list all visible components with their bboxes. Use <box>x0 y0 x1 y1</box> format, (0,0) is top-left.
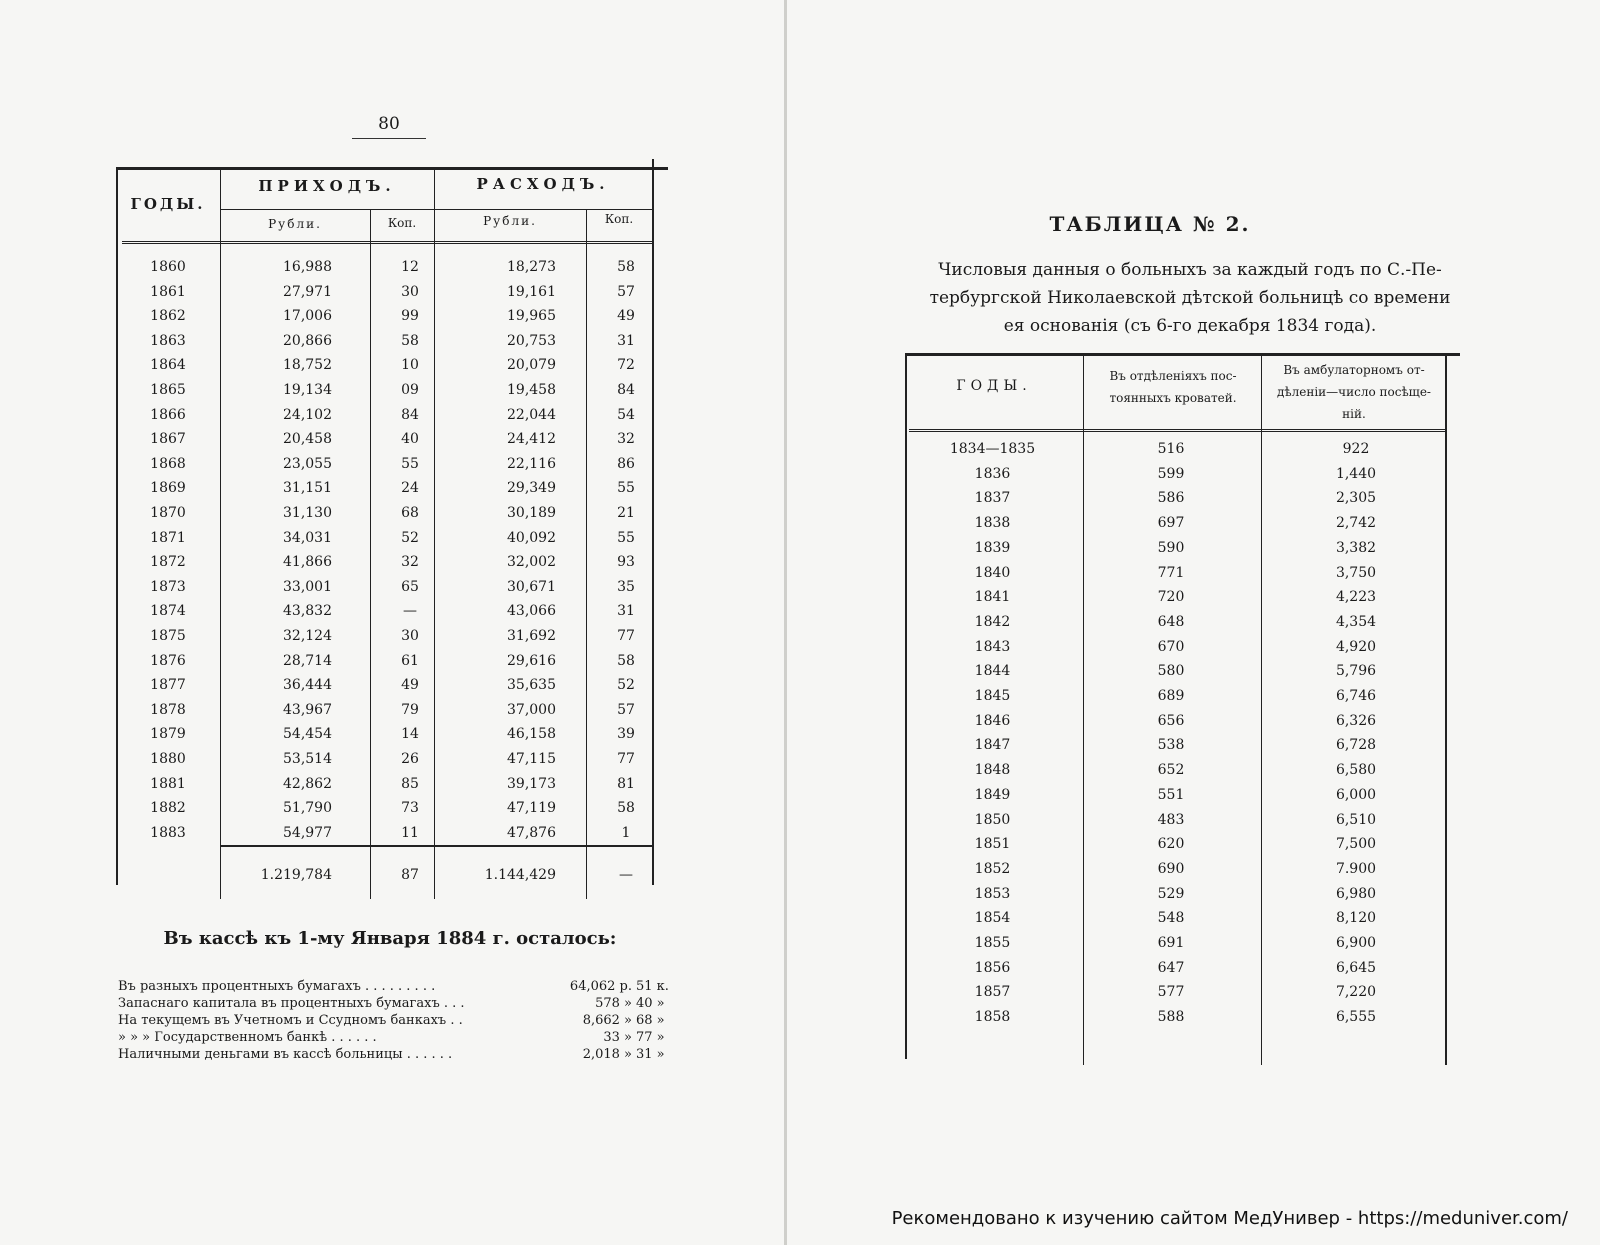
cell-beds: 590 <box>1157 539 1185 556</box>
cell-beds: 548 <box>1157 910 1185 927</box>
cell-ambulatory-visits: 6,580 <box>1335 762 1377 779</box>
table-row <box>116 382 668 407</box>
table-row <box>905 639 1460 664</box>
header-amb-line: дѣленіи—число посѣще- <box>1277 385 1431 399</box>
table-row <box>116 431 668 456</box>
cell-beds: 538 <box>1157 737 1185 754</box>
header-beds-line: тоянныхъ кроватей. <box>1109 391 1237 405</box>
cell-expense-kopecks: 49 <box>617 308 635 325</box>
table-row <box>905 614 1460 639</box>
cell-income-rubles: 20,866 <box>283 332 332 349</box>
cell-expense-kopecks: 57 <box>617 283 635 300</box>
table-row <box>905 663 1460 688</box>
caption-line: тербургской Николаевской дѣтской больницѣ со времени <box>929 288 1451 308</box>
cell-expense-kopecks: 58 <box>617 800 635 817</box>
cell-income-rubles: 31,130 <box>283 505 332 521</box>
list-item <box>118 1029 670 1046</box>
header-years: ГОДЫ. <box>956 378 1032 394</box>
cell-ambulatory-visits: 7.900 <box>1335 860 1377 877</box>
cell-beds: 697 <box>1157 515 1185 532</box>
cell-ambulatory-visits: 4,354 <box>1335 613 1377 630</box>
cell-income-rubles: 18,752 <box>283 357 332 374</box>
cell-income-rubles: 20,458 <box>283 431 332 448</box>
cell-income-kopecks: 61 <box>401 652 419 669</box>
cell-year: 1853 <box>974 885 1011 902</box>
cell-expense-rubles: 30,671 <box>507 578 556 595</box>
cell-income-rubles: 23,055 <box>283 455 332 472</box>
cell-expense-kopecks: 58 <box>617 259 635 275</box>
cell-beds: 690 <box>1157 860 1185 877</box>
cell-year: 1852 <box>974 860 1011 877</box>
cell-expense-rubles: 46,158 <box>507 726 556 743</box>
header-ambulatory <box>1263 359 1445 425</box>
table-row <box>116 530 668 555</box>
cell-income-rubles: 32,124 <box>283 628 332 644</box>
cell-year: 1854 <box>974 910 1011 927</box>
cell-year: 1840 <box>974 564 1011 581</box>
cell-year: 1883 <box>150 824 186 841</box>
cell-ambulatory-visits: 6,510 <box>1335 811 1377 828</box>
cell-income-kopecks: 09 <box>401 382 419 398</box>
cell-income-kopecks: 30 <box>401 283 419 300</box>
cell-expense-kopecks: 57 <box>617 701 635 718</box>
cell-ambulatory-visits: 6,555 <box>1335 1009 1377 1026</box>
cell-expense-rubles: 47,876 <box>507 824 556 841</box>
balance-kop: 68 » <box>636 1013 665 1028</box>
cell-expense-rubles: 20,753 <box>507 332 556 349</box>
cell-year: 1851 <box>974 836 1011 853</box>
cell-year: 1834—1835 <box>949 441 1036 457</box>
cell-year: 1880 <box>150 751 186 767</box>
cell-expense-rubles: 31,692 <box>507 628 556 644</box>
table-row <box>116 308 668 333</box>
list-item <box>118 995 670 1012</box>
cell-ambulatory-visits: 4,920 <box>1335 638 1377 655</box>
header-expense: РАСХОДЪ. <box>476 175 610 193</box>
cell-ambulatory-visits: 6,000 <box>1335 786 1377 803</box>
cell-income-rubles: 43,967 <box>283 701 332 718</box>
cell-income-kopecks: — <box>403 603 417 620</box>
cell-year: 1837 <box>974 490 1011 507</box>
table-row <box>116 702 668 727</box>
header-amb-line: Въ амбулаторномъ от- <box>1283 363 1425 377</box>
cell-expense-kopecks: 35 <box>617 578 635 595</box>
table-row <box>116 357 668 382</box>
balance-amount: 33 » <box>603 1030 632 1045</box>
table-row <box>116 603 668 628</box>
table-row <box>116 800 668 825</box>
cell-expense-rubles: 24,412 <box>507 431 556 448</box>
cell-year: 1868 <box>150 455 186 472</box>
cell-beds: 648 <box>1157 613 1185 630</box>
cell-income-kopecks: 52 <box>401 529 419 546</box>
table-row <box>905 565 1460 590</box>
cell-expense-kopecks: 81 <box>617 775 635 792</box>
cell-ambulatory-visits: 8,120 <box>1335 910 1377 927</box>
cell-beds: 586 <box>1157 490 1185 507</box>
cell-expense-kopecks: 52 <box>617 677 635 694</box>
cell-beds: 483 <box>1157 811 1185 828</box>
cell-expense-kopecks: 77 <box>617 751 635 767</box>
total-expense-rubles: 1.144,429 <box>484 867 556 883</box>
table-row <box>116 480 668 505</box>
cell-year: 1861 <box>150 283 186 300</box>
book-gutter <box>784 0 787 1245</box>
table-row <box>905 466 1460 491</box>
finance-table <box>116 167 668 899</box>
cell-year: 1845 <box>974 688 1011 704</box>
table-row <box>905 935 1460 960</box>
cell-expense-rubles: 43,066 <box>507 603 556 620</box>
table-row <box>116 554 668 579</box>
table-row <box>116 259 668 284</box>
cell-year: 1856 <box>974 959 1011 976</box>
balance-kop: 40 » <box>636 996 665 1011</box>
cell-beds: 652 <box>1157 762 1185 779</box>
cell-expense-rubles: 19,458 <box>507 382 556 398</box>
cell-expense-kopecks: 32 <box>617 431 635 448</box>
cell-year: 1846 <box>974 712 1011 729</box>
cell-year: 1867 <box>150 431 186 448</box>
total-income-rubles: 1.219,784 <box>260 867 332 883</box>
cell-beds: 771 <box>1157 564 1185 581</box>
cell-beds: 691 <box>1157 935 1185 951</box>
watermark: Рекомендовано к изучению сайтом МедУнивер - https://meduniver.com/ <box>891 1208 1568 1229</box>
cell-income-rubles: 24,102 <box>283 406 332 423</box>
cell-ambulatory-visits: 4,223 <box>1335 589 1377 606</box>
cell-year: 1857 <box>974 984 1011 1001</box>
table-row <box>905 441 1460 466</box>
cell-income-rubles: 41,866 <box>283 554 332 571</box>
table-row <box>905 540 1460 565</box>
cell-expense-kopecks: 86 <box>617 455 635 472</box>
cell-beds: 580 <box>1157 663 1185 680</box>
cell-year: 1844 <box>974 663 1011 680</box>
table-row <box>905 490 1460 515</box>
cell-ambulatory-visits: 7,220 <box>1335 984 1377 1001</box>
cell-expense-rubles: 32,002 <box>507 554 556 571</box>
cell-expense-kopecks: 84 <box>617 382 635 398</box>
cell-ambulatory-visits: 1,440 <box>1335 465 1377 482</box>
balance-title: Въ кассѣ къ 1-му Января 1884 г. осталось: <box>163 928 617 949</box>
cell-expense-kopecks: 31 <box>617 332 635 349</box>
cell-income-rubles: 19,134 <box>283 382 332 398</box>
cell-income-rubles: 33,001 <box>283 578 332 595</box>
cell-income-rubles: 54,977 <box>283 824 332 841</box>
cell-income-kopecks: 26 <box>401 751 419 767</box>
table-row <box>905 515 1460 540</box>
header-income: ПРИХОДЪ. <box>258 177 396 195</box>
balance-label: Наличными деньгами въ кассѣ больницы . . . . . . <box>118 1047 453 1062</box>
cell-income-kopecks: 79 <box>401 701 419 718</box>
balance-amount: 578 » <box>595 996 632 1011</box>
table-row <box>905 713 1460 738</box>
cell-year: 1878 <box>150 701 186 718</box>
cell-year: 1876 <box>150 652 186 669</box>
cell-income-kopecks: 24 <box>401 480 419 497</box>
cell-expense-rubles: 19,161 <box>507 283 556 300</box>
balance-amount: 8,662 » <box>582 1013 632 1028</box>
total-expense-kopecks: — <box>619 867 633 883</box>
balance-list <box>118 978 670 1063</box>
list-item <box>118 1046 670 1063</box>
cell-ambulatory-visits: 3,382 <box>1335 539 1377 556</box>
cell-expense-rubles: 30,189 <box>507 505 556 521</box>
cell-expense-rubles: 35,635 <box>507 677 556 694</box>
cell-year: 1877 <box>150 677 186 694</box>
cell-beds: 588 <box>1157 1009 1185 1026</box>
cell-ambulatory-visits: 922 <box>1342 441 1370 457</box>
cell-ambulatory-visits: 6,645 <box>1335 959 1377 976</box>
cell-year: 1881 <box>150 775 186 792</box>
balance-kop: 77 » <box>636 1030 665 1045</box>
cell-income-kopecks: 32 <box>401 554 419 571</box>
table-row <box>905 737 1460 762</box>
table2-caption <box>910 256 1470 340</box>
cell-income-rubles: 51,790 <box>283 800 332 817</box>
balance-kop: 31 » <box>636 1047 665 1062</box>
table-row <box>116 505 668 530</box>
cell-ambulatory-visits: 2,305 <box>1335 490 1377 507</box>
table-row <box>905 910 1460 935</box>
cell-year: 1870 <box>150 505 186 521</box>
table2-title: ТАБЛИЦА № 2. <box>1049 212 1251 236</box>
cell-year: 1839 <box>974 539 1011 556</box>
cell-expense-kopecks: 93 <box>617 554 635 571</box>
cell-income-rubles: 34,031 <box>283 529 332 546</box>
cell-expense-kopecks: 21 <box>617 505 635 521</box>
cell-expense-rubles: 22,044 <box>507 406 556 423</box>
table-row <box>905 861 1460 886</box>
cell-year: 1869 <box>150 480 186 497</box>
cell-ambulatory-visits: 7,500 <box>1335 836 1377 853</box>
cell-income-kopecks: 73 <box>401 800 419 817</box>
cell-income-rubles: 28,714 <box>283 652 332 669</box>
cell-beds: 720 <box>1157 589 1185 606</box>
list-item <box>118 978 670 995</box>
cell-year: 1866 <box>150 406 186 423</box>
balance-amount: 2,018 » <box>582 1047 632 1062</box>
table-row <box>116 726 668 751</box>
cell-expense-rubles: 37,000 <box>507 701 556 718</box>
cell-year: 1858 <box>974 1009 1011 1026</box>
cell-expense-rubles: 47,119 <box>507 800 556 817</box>
cell-income-kopecks: 40 <box>401 431 419 448</box>
cell-ambulatory-visits: 5,796 <box>1335 663 1377 680</box>
cell-expense-rubles: 20,079 <box>507 357 556 374</box>
cell-year: 1855 <box>974 935 1011 951</box>
header-beds-line: Въ отдѣленіяхъ пос- <box>1109 369 1237 383</box>
balance-amount: 64,062 р. <box>569 979 632 994</box>
cell-beds: 551 <box>1157 786 1185 803</box>
caption-line: Числовыя данныя о больныхъ за каждый годъ по С.-Пе- <box>938 260 1442 280</box>
balance-label: Въ разныхъ процентныхъ бумагахъ . . . . . . . . . <box>118 979 436 994</box>
header-expense-rubles: Рубли. <box>483 214 537 228</box>
cell-income-rubles: 43,832 <box>283 603 332 620</box>
header-amb-line: ній. <box>1342 407 1366 421</box>
cell-expense-rubles: 18,273 <box>507 259 556 275</box>
cell-expense-kopecks: 55 <box>617 480 635 497</box>
table-row <box>905 1009 1460 1034</box>
table-row <box>905 836 1460 861</box>
cell-income-rubles: 54,454 <box>283 726 332 743</box>
table-row <box>116 825 668 850</box>
table-row <box>905 762 1460 787</box>
table-row <box>905 812 1460 837</box>
cell-ambulatory-visits: 6,326 <box>1335 712 1377 729</box>
cell-year: 1864 <box>150 357 186 374</box>
total-income-kopecks: 87 <box>401 867 419 883</box>
header-income-kopecks: Коп. <box>387 216 417 230</box>
cell-expense-rubles: 19,965 <box>507 308 556 325</box>
cell-year: 1841 <box>974 589 1011 606</box>
balance-label: Запаснаго капитала въ процентныхъ бумагахъ . . . <box>118 996 465 1011</box>
cell-beds: 656 <box>1157 712 1185 729</box>
table-row <box>116 677 668 702</box>
cell-year: 1882 <box>150 800 186 817</box>
cell-expense-kopecks: 1 <box>621 824 631 841</box>
table-row <box>116 776 668 801</box>
table-row <box>116 653 668 678</box>
table-row <box>905 787 1460 812</box>
cell-ambulatory-visits: 3,750 <box>1335 564 1377 581</box>
cell-beds: 577 <box>1157 984 1185 1001</box>
cell-income-kopecks: 58 <box>401 332 419 349</box>
cell-income-kopecks: 49 <box>401 677 419 694</box>
cell-income-kopecks: 11 <box>401 824 419 841</box>
cell-year: 1850 <box>974 811 1011 828</box>
cell-expense-kopecks: 55 <box>617 529 635 546</box>
cell-expense-rubles: 22,116 <box>507 455 556 472</box>
cell-year: 1862 <box>150 308 186 325</box>
cell-year: 1863 <box>150 332 186 349</box>
cell-year: 1875 <box>150 628 186 644</box>
header-years: ГОДЫ. <box>130 195 206 213</box>
table-row <box>116 284 668 309</box>
cell-income-rubles: 31,151 <box>283 480 332 497</box>
cell-year: 1842 <box>974 613 1011 630</box>
table-row <box>116 456 668 481</box>
cell-year: 1874 <box>150 603 186 620</box>
table-row <box>905 984 1460 1009</box>
list-item <box>118 1012 670 1029</box>
header-income-rubles: Рубли. <box>268 217 322 231</box>
page-number: 80 <box>352 114 426 139</box>
patients-table <box>905 353 1460 1065</box>
cell-beds: 689 <box>1157 688 1185 704</box>
cell-income-kopecks: 65 <box>401 578 419 595</box>
cell-year: 1836 <box>974 465 1011 482</box>
cell-beds: 529 <box>1157 885 1185 902</box>
cell-expense-kopecks: 39 <box>617 726 635 743</box>
cell-ambulatory-visits: 6,746 <box>1335 688 1377 704</box>
cell-year: 1873 <box>150 578 186 595</box>
table-row <box>116 751 668 776</box>
cell-income-rubles: 36,444 <box>283 677 332 694</box>
cell-income-rubles: 16,988 <box>283 259 332 275</box>
cell-year: 1843 <box>974 638 1011 655</box>
cell-year: 1871 <box>150 529 186 546</box>
balance-kop: 51 к. <box>636 979 669 994</box>
cell-beds: 620 <box>1157 836 1185 853</box>
cell-expense-kopecks: 31 <box>617 603 635 620</box>
cell-income-rubles: 42,862 <box>283 775 332 792</box>
cell-year: 1879 <box>150 726 186 743</box>
cell-expense-kopecks: 72 <box>617 357 635 374</box>
cell-expense-rubles: 47,115 <box>507 751 556 767</box>
cell-income-kopecks: 55 <box>401 455 419 472</box>
cell-expense-rubles: 40,092 <box>507 529 556 546</box>
cell-expense-rubles: 29,349 <box>507 480 556 497</box>
table-row <box>116 333 668 358</box>
table-row <box>116 579 668 604</box>
header-expense-kopecks: Коп. <box>604 212 634 226</box>
cell-year: 1849 <box>974 786 1011 803</box>
cell-income-kopecks: 30 <box>401 628 419 644</box>
cell-ambulatory-visits: 6,900 <box>1335 935 1377 951</box>
cell-income-rubles: 17,006 <box>283 308 332 325</box>
cell-expense-rubles: 29,616 <box>507 652 556 669</box>
table-row <box>905 688 1460 713</box>
header-beds <box>1085 365 1261 409</box>
cell-income-rubles: 27,971 <box>283 283 332 300</box>
cell-beds: 670 <box>1157 638 1185 655</box>
cell-year: 1860 <box>150 259 186 275</box>
cell-expense-kopecks: 77 <box>617 628 635 644</box>
cell-ambulatory-visits: 6,980 <box>1335 885 1377 902</box>
balance-label: » » » Государственномъ банкѣ . . . . . . <box>118 1030 377 1045</box>
table-row <box>116 628 668 653</box>
cell-year: 1865 <box>150 382 186 398</box>
cell-year: 1872 <box>150 554 186 571</box>
table-row <box>116 407 668 432</box>
cell-year: 1848 <box>974 762 1011 779</box>
table-row <box>905 886 1460 911</box>
cell-income-kopecks: 10 <box>401 357 419 374</box>
cell-year: 1847 <box>974 737 1011 754</box>
cell-income-kopecks: 12 <box>401 259 419 275</box>
cell-expense-rubles: 39,173 <box>507 775 556 792</box>
cell-beds: 647 <box>1157 959 1185 976</box>
cell-beds: 599 <box>1157 465 1185 482</box>
cell-ambulatory-visits: 2,742 <box>1335 515 1377 532</box>
table-row <box>905 960 1460 985</box>
balance-label: На текущемъ въ Учетномъ и Ссудномъ банкахъ . . <box>118 1013 463 1028</box>
table-row <box>905 589 1460 614</box>
cell-income-kopecks: 68 <box>401 505 419 521</box>
cell-beds: 516 <box>1157 441 1185 457</box>
cell-expense-kopecks: 54 <box>617 406 635 423</box>
cell-ambulatory-visits: 6,728 <box>1335 737 1377 754</box>
cell-income-kopecks: 14 <box>401 726 419 743</box>
cell-expense-kopecks: 58 <box>617 652 635 669</box>
cell-income-kopecks: 84 <box>401 406 419 423</box>
cell-income-kopecks: 99 <box>401 308 419 325</box>
caption-line: ея основанія (съ 6-го декабря 1834 года). <box>1003 316 1377 336</box>
cell-income-kopecks: 85 <box>401 775 419 792</box>
cell-year: 1838 <box>974 515 1011 532</box>
cell-income-rubles: 53,514 <box>283 751 332 767</box>
